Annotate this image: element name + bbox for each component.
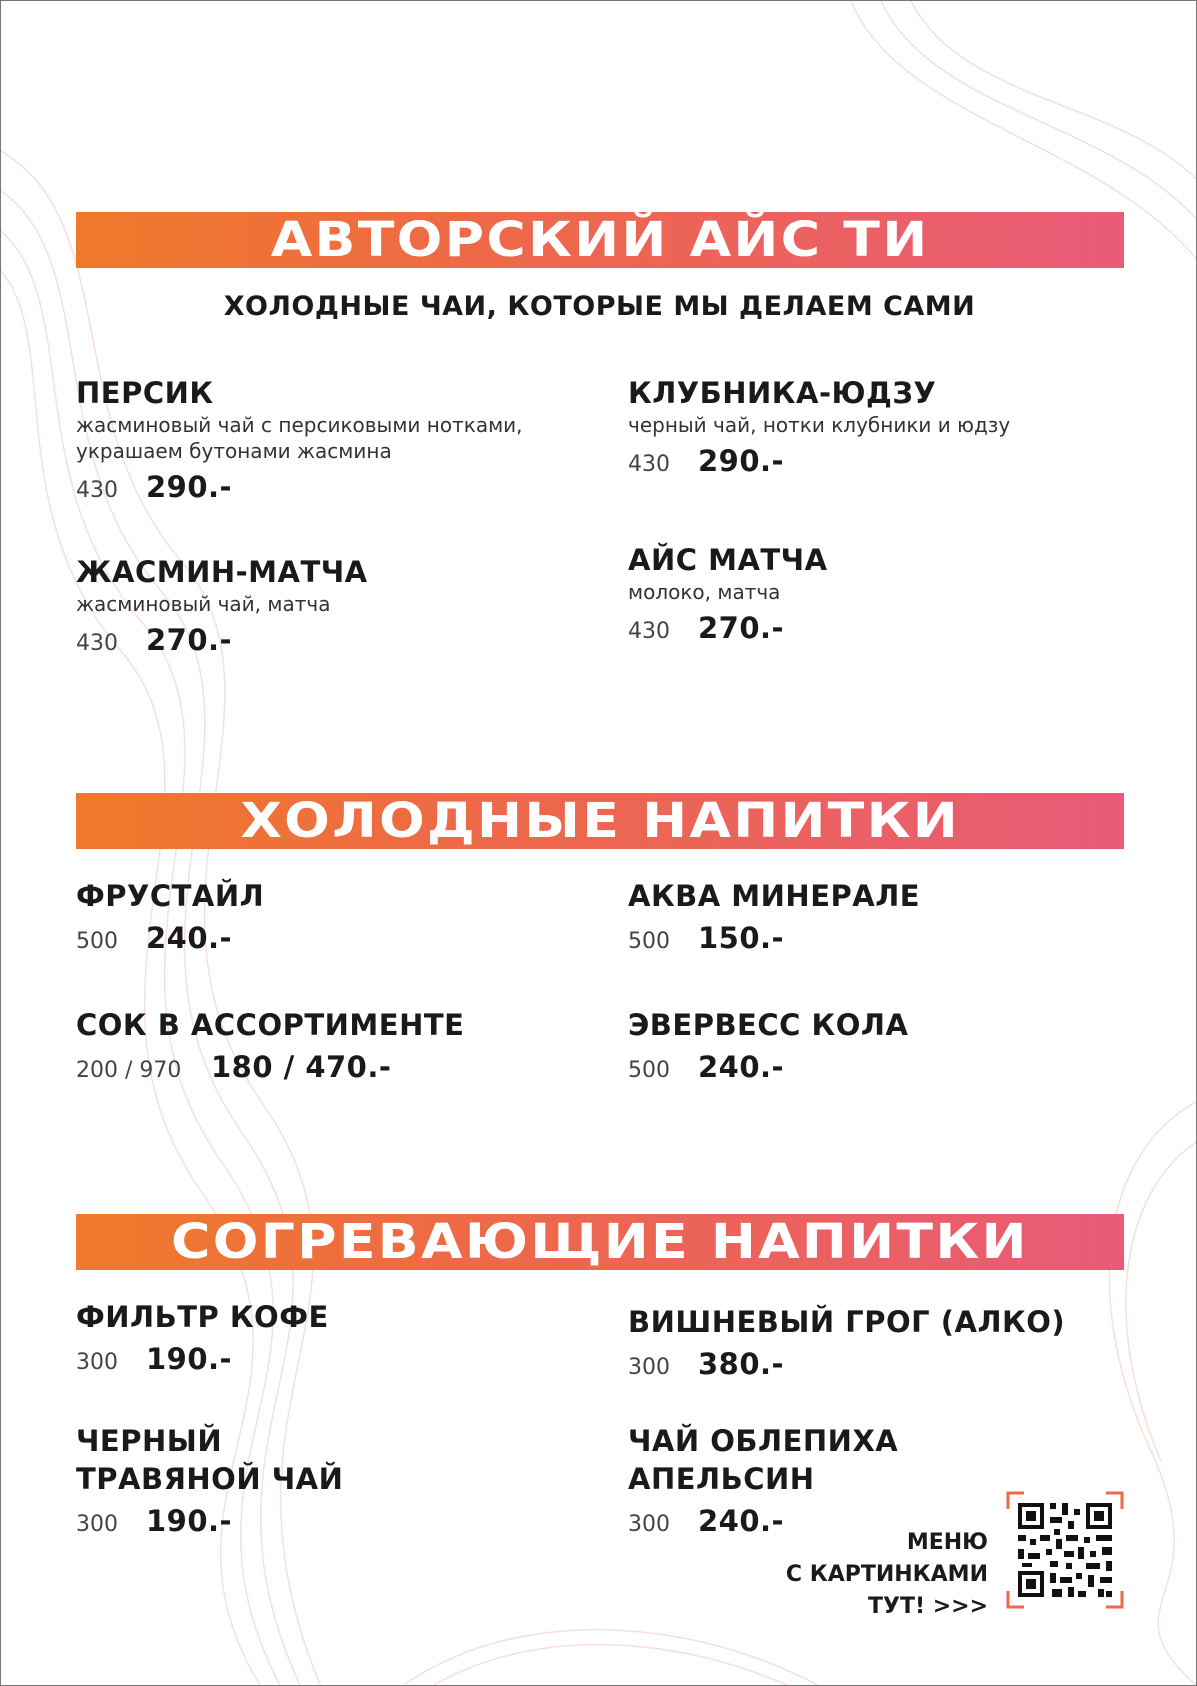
menu-item-persik: [76, 374, 523, 504]
price-row: [76, 470, 523, 504]
item-name-line2: ТРАВЯНОЙ ЧАЙ: [76, 1462, 344, 1496]
item-price: 180 / 470.-: [211, 1050, 392, 1084]
item-name-line1: ЧАЙ ОБЛЕПИХА: [628, 1424, 899, 1458]
section-subtitle: ХОЛОДНЫЕ ЧАИ, КОТОРЫЕ МЫ ДЕЛАЕМ САМИ: [223, 291, 976, 322]
item-price: 270.-: [146, 623, 233, 657]
item-volume: 300: [76, 1350, 118, 1375]
item-name: ЖАСМИН-МАТЧА: [76, 555, 368, 589]
item-price: 150.-: [698, 921, 785, 955]
item-description: жасминовый чай, матча: [76, 592, 331, 616]
item-price: 240.-: [698, 1504, 785, 1538]
item-volume: 300: [76, 1512, 118, 1537]
qr-code-icon[interactable]: [1006, 1491, 1124, 1609]
qr-caption-line1: МЕНЮ: [906, 1530, 988, 1555]
menu-item-aqua-minerale: [628, 877, 920, 955]
item-price: 270.-: [698, 611, 785, 645]
item-volume: 500: [628, 1058, 670, 1083]
item-name: ФИЛЬТР КОФЕ: [76, 1300, 329, 1334]
item-description: жасминовый чай с персиковыми нотками,: [76, 413, 523, 437]
item-volume: 200 / 970: [76, 1058, 182, 1083]
section-banner-warming-drinks: [76, 1214, 1124, 1270]
price-row: [628, 1347, 1065, 1381]
item-description: украшаем бутонами жасмина: [76, 439, 392, 463]
item-volume: 430: [628, 619, 670, 644]
price-row: [628, 921, 920, 955]
section-banner-cold-drinks: [76, 793, 1124, 849]
menu-item-frustyle: [76, 877, 264, 955]
item-volume: 430: [628, 452, 670, 477]
item-volume: 300: [628, 1355, 670, 1380]
price-row: [76, 1342, 329, 1376]
section-title: СОГРЕВАЮЩИЕ НАПИТКИ: [171, 1214, 1029, 1270]
item-price: 380.-: [698, 1347, 785, 1381]
item-name: АКВА МИНЕРАЛЕ: [628, 879, 921, 913]
item-name: ПЕРСИК: [76, 376, 214, 410]
item-price: 240.-: [146, 921, 233, 955]
menu-item-jasmine-matcha: [76, 553, 368, 657]
item-name-line2: АПЕЛЬСИН: [628, 1462, 815, 1496]
qr-caption: [786, 1527, 988, 1623]
qr-caption-line3: ТУТ! >>>: [868, 1594, 988, 1619]
item-volume: 500: [628, 929, 670, 954]
item-price: 290.-: [146, 470, 233, 504]
item-name: СОК В АССОРТИМЕНТЕ: [76, 1008, 465, 1042]
price-row: [628, 444, 1010, 478]
item-price: 190.-: [146, 1504, 233, 1538]
item-volume: 430: [76, 478, 118, 503]
menu-item-cherry-grog: [628, 1303, 1065, 1381]
item-name: АЙС МАТЧА: [628, 543, 828, 577]
item-name-line1: ЧЕРНЫЙ: [76, 1424, 223, 1458]
item-price: 190.-: [146, 1342, 233, 1376]
item-price: 290.-: [698, 444, 785, 478]
price-row: [76, 921, 264, 955]
menu-item-black-herbal-tea: [76, 1422, 343, 1538]
menu-item-evervess-cola: [628, 1006, 908, 1084]
menu-item-ice-matcha: [628, 541, 828, 645]
item-description: черный чай, нотки клубники и юдзу: [628, 413, 1011, 437]
section-title: АВТОРСКИЙ АЙС ТИ: [270, 212, 930, 268]
item-name: КЛУБНИКА-ЮДЗУ: [628, 376, 937, 410]
menu-item-filter-coffee: [76, 1298, 329, 1376]
menu-item-strawberry-yuzu: [628, 374, 1010, 478]
item-price: 240.-: [698, 1050, 785, 1084]
price-row: [76, 1504, 343, 1538]
item-volume: 500: [76, 929, 118, 954]
menu-item-juice-assortment: [76, 1006, 464, 1084]
price-row: [628, 611, 828, 645]
item-description: молоко, матча: [628, 580, 781, 604]
item-name: ВИШНЕВЫЙ ГРОГ (АЛКО): [628, 1305, 1066, 1339]
item-name: ЭВЕРВЕСС КОЛА: [628, 1008, 909, 1042]
price-row: [76, 1050, 464, 1084]
section-title: ХОЛОДНЫЕ НАПИТКИ: [240, 793, 960, 849]
qr-caption-line2: С КАРТИНКАМИ: [785, 1562, 988, 1587]
section-banner-authors-ice-tea: [76, 212, 1124, 268]
price-row: [76, 623, 368, 657]
item-volume: 300: [628, 1512, 670, 1537]
price-row: [628, 1050, 908, 1084]
item-name: ФРУСТАЙЛ: [76, 879, 265, 913]
item-volume: 430: [76, 631, 118, 656]
menu-item-sea-buckthorn-orange-tea: [628, 1422, 898, 1538]
